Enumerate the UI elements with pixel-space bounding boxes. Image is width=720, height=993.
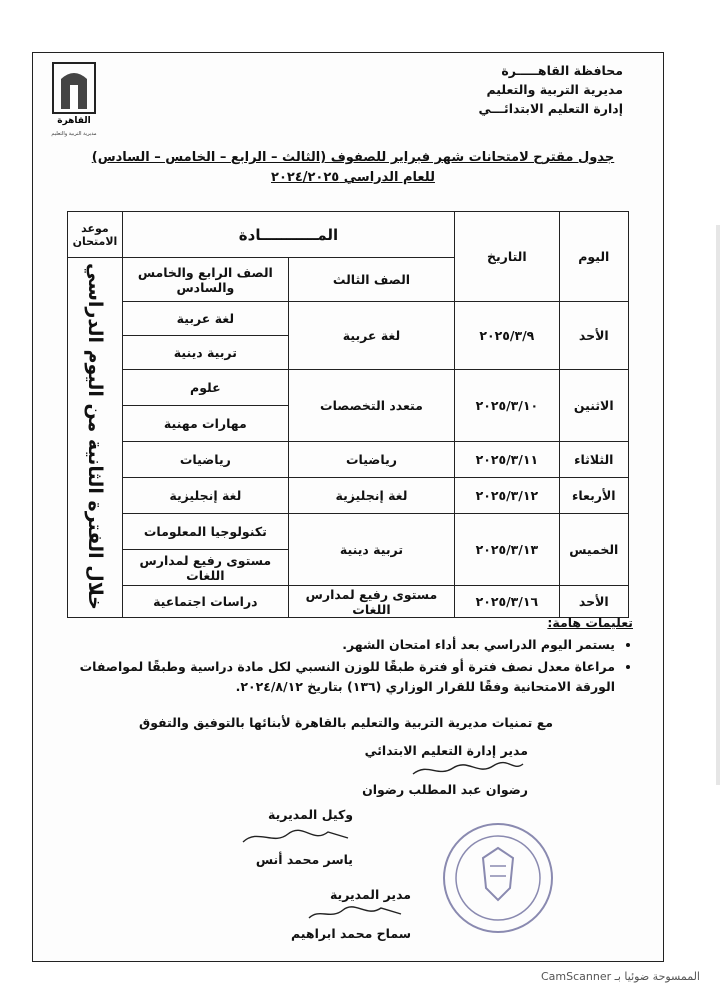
grade3-subject: مستوى رفيع لمدارس اللغات bbox=[288, 586, 454, 618]
document-page bbox=[32, 52, 664, 962]
day-cell: الأحد bbox=[559, 302, 628, 370]
date-cell: ٢٠٢٥/٣/١٦ bbox=[455, 586, 559, 618]
svg-text:القاهرة: القاهرة bbox=[57, 116, 91, 126]
table-row bbox=[68, 442, 629, 478]
exam-schedule-table bbox=[67, 211, 629, 618]
signatory-title: مدير المديرية bbox=[329, 887, 412, 902]
letterhead bbox=[479, 61, 623, 118]
grade3-subject: لغة عربية bbox=[288, 302, 454, 370]
date-cell: ٢٠٢٥/٣/١٠ bbox=[455, 370, 559, 442]
directorate-logo bbox=[43, 59, 105, 129]
header-exam-time: موعد الامتحان bbox=[68, 212, 123, 258]
date-cell: ٢٠٢٥/٣/١١ bbox=[455, 442, 559, 478]
scrollbar[interactable] bbox=[716, 225, 720, 785]
upper-subject: لغة إنجليزية bbox=[122, 478, 288, 514]
instructions-title: تعليمات هامة: bbox=[547, 615, 633, 630]
day-cell: الأحد bbox=[559, 586, 628, 618]
table-row bbox=[68, 478, 629, 514]
date-cell: ٢٠٢٥/٣/١٣ bbox=[455, 514, 559, 586]
signature-block-deputy bbox=[233, 805, 353, 869]
instruction-item: • يستمر اليوم الدراسي بعد أداء امتحان الشهر. bbox=[43, 635, 615, 655]
table-row bbox=[68, 514, 629, 550]
closing-line: مع تمنيات مديرية التربية والتعليم بالقاهرة لأبنائها بالتوفيق والتفوق bbox=[139, 715, 553, 730]
upper-subject: تربية دينية bbox=[122, 336, 288, 370]
upper-subject: رياضيات bbox=[122, 442, 288, 478]
header-day: اليوم bbox=[559, 212, 628, 302]
exam-time-value: خلال الفترة الثانية من اليوم الدراسي bbox=[83, 262, 106, 610]
upper-subject: دراسات اجتماعية bbox=[122, 586, 288, 618]
grade3-subject: لغة إنجليزية bbox=[288, 478, 454, 514]
header-grade-3: الصف الثالث bbox=[288, 258, 454, 302]
grade3-subject: متعدد التخصصات bbox=[288, 370, 454, 442]
upper-subject: تكنولوجيا المعلومات bbox=[122, 514, 288, 550]
exam-time-cell bbox=[68, 258, 123, 618]
upper-subject: مستوى رفيع لمدارس اللغات bbox=[122, 550, 288, 586]
header-grade-4-5-6: الصف الرابع والخامس والسادس bbox=[122, 258, 288, 302]
header-subject: المـــــــــــادة bbox=[122, 212, 454, 258]
signatory-name: رضوان عبد المطلب رضوان bbox=[362, 782, 528, 797]
table-row bbox=[68, 302, 629, 336]
signatory-name: ياسر محمد أنس bbox=[255, 852, 353, 867]
date-cell: ٢٠٢٥/٣/١٢ bbox=[455, 478, 559, 514]
date-cell: ٢٠٢٥/٣/٩ bbox=[455, 302, 559, 370]
stamp-seal bbox=[438, 818, 558, 938]
upper-subject: مهارات مهنية bbox=[122, 406, 288, 442]
scanner-footer: الممسوحة ضوئيا بـ CamScanner bbox=[540, 970, 700, 983]
signature-block-director bbox=[291, 885, 411, 943]
handwritten-signature bbox=[408, 760, 528, 780]
upper-subject: لغة عربية bbox=[122, 302, 288, 336]
upper-subject: علوم bbox=[122, 370, 288, 406]
grade3-subject: تربية دينية bbox=[288, 514, 454, 586]
header-date: التاريخ bbox=[455, 212, 559, 302]
signatory-name: سماح محمد ابراهيم bbox=[291, 926, 412, 941]
day-cell: الثلاثاء bbox=[559, 442, 628, 478]
day-cell: الاثنين bbox=[559, 370, 628, 442]
grade3-subject: رياضيات bbox=[288, 442, 454, 478]
day-cell: الخميس bbox=[559, 514, 628, 586]
instruction-item: • مراعاة معدل نصف فترة أو فترة طبقًا للوزن النسبي لكل مادة دراسية وطبقًا لمواصفات الورقة الامتحانية وفقًا للقرار الوزاري (١٣٦) بتاريخ ٢٠٢٤/٨/١٢. bbox=[43, 657, 615, 697]
administration-line: إدارة التعليم الابتدائـــي bbox=[478, 101, 623, 116]
title-line-1: جدول مقترح لامتحانات شهر فبراير للصفوف (الثالث – الرابع – الخامس – السادس) bbox=[91, 150, 615, 165]
official-stamp bbox=[438, 818, 558, 938]
logo-graphic bbox=[43, 59, 105, 129]
instructions bbox=[43, 613, 633, 699]
handwritten-signature bbox=[233, 824, 353, 850]
table-row bbox=[68, 370, 629, 406]
handwritten-signature bbox=[301, 904, 411, 924]
signatory-title: مدير إدارة التعليم الابتدائي bbox=[364, 743, 528, 758]
signature-block-primary-admin bbox=[362, 741, 528, 799]
directorate-line: مديرية التربية والتعليم bbox=[486, 82, 623, 97]
governorate-line: محافظة القاهـــــرة bbox=[501, 63, 623, 78]
title-line-2: للعام الدراسي ٢٠٢٤/٢٠٢٥ bbox=[271, 170, 435, 185]
document-title bbox=[73, 148, 633, 188]
signatory-title: وكيل المديرية bbox=[268, 807, 353, 822]
logo-caption: مديرية التربية والتعليم bbox=[51, 131, 97, 137]
day-cell: الأربعاء bbox=[559, 478, 628, 514]
